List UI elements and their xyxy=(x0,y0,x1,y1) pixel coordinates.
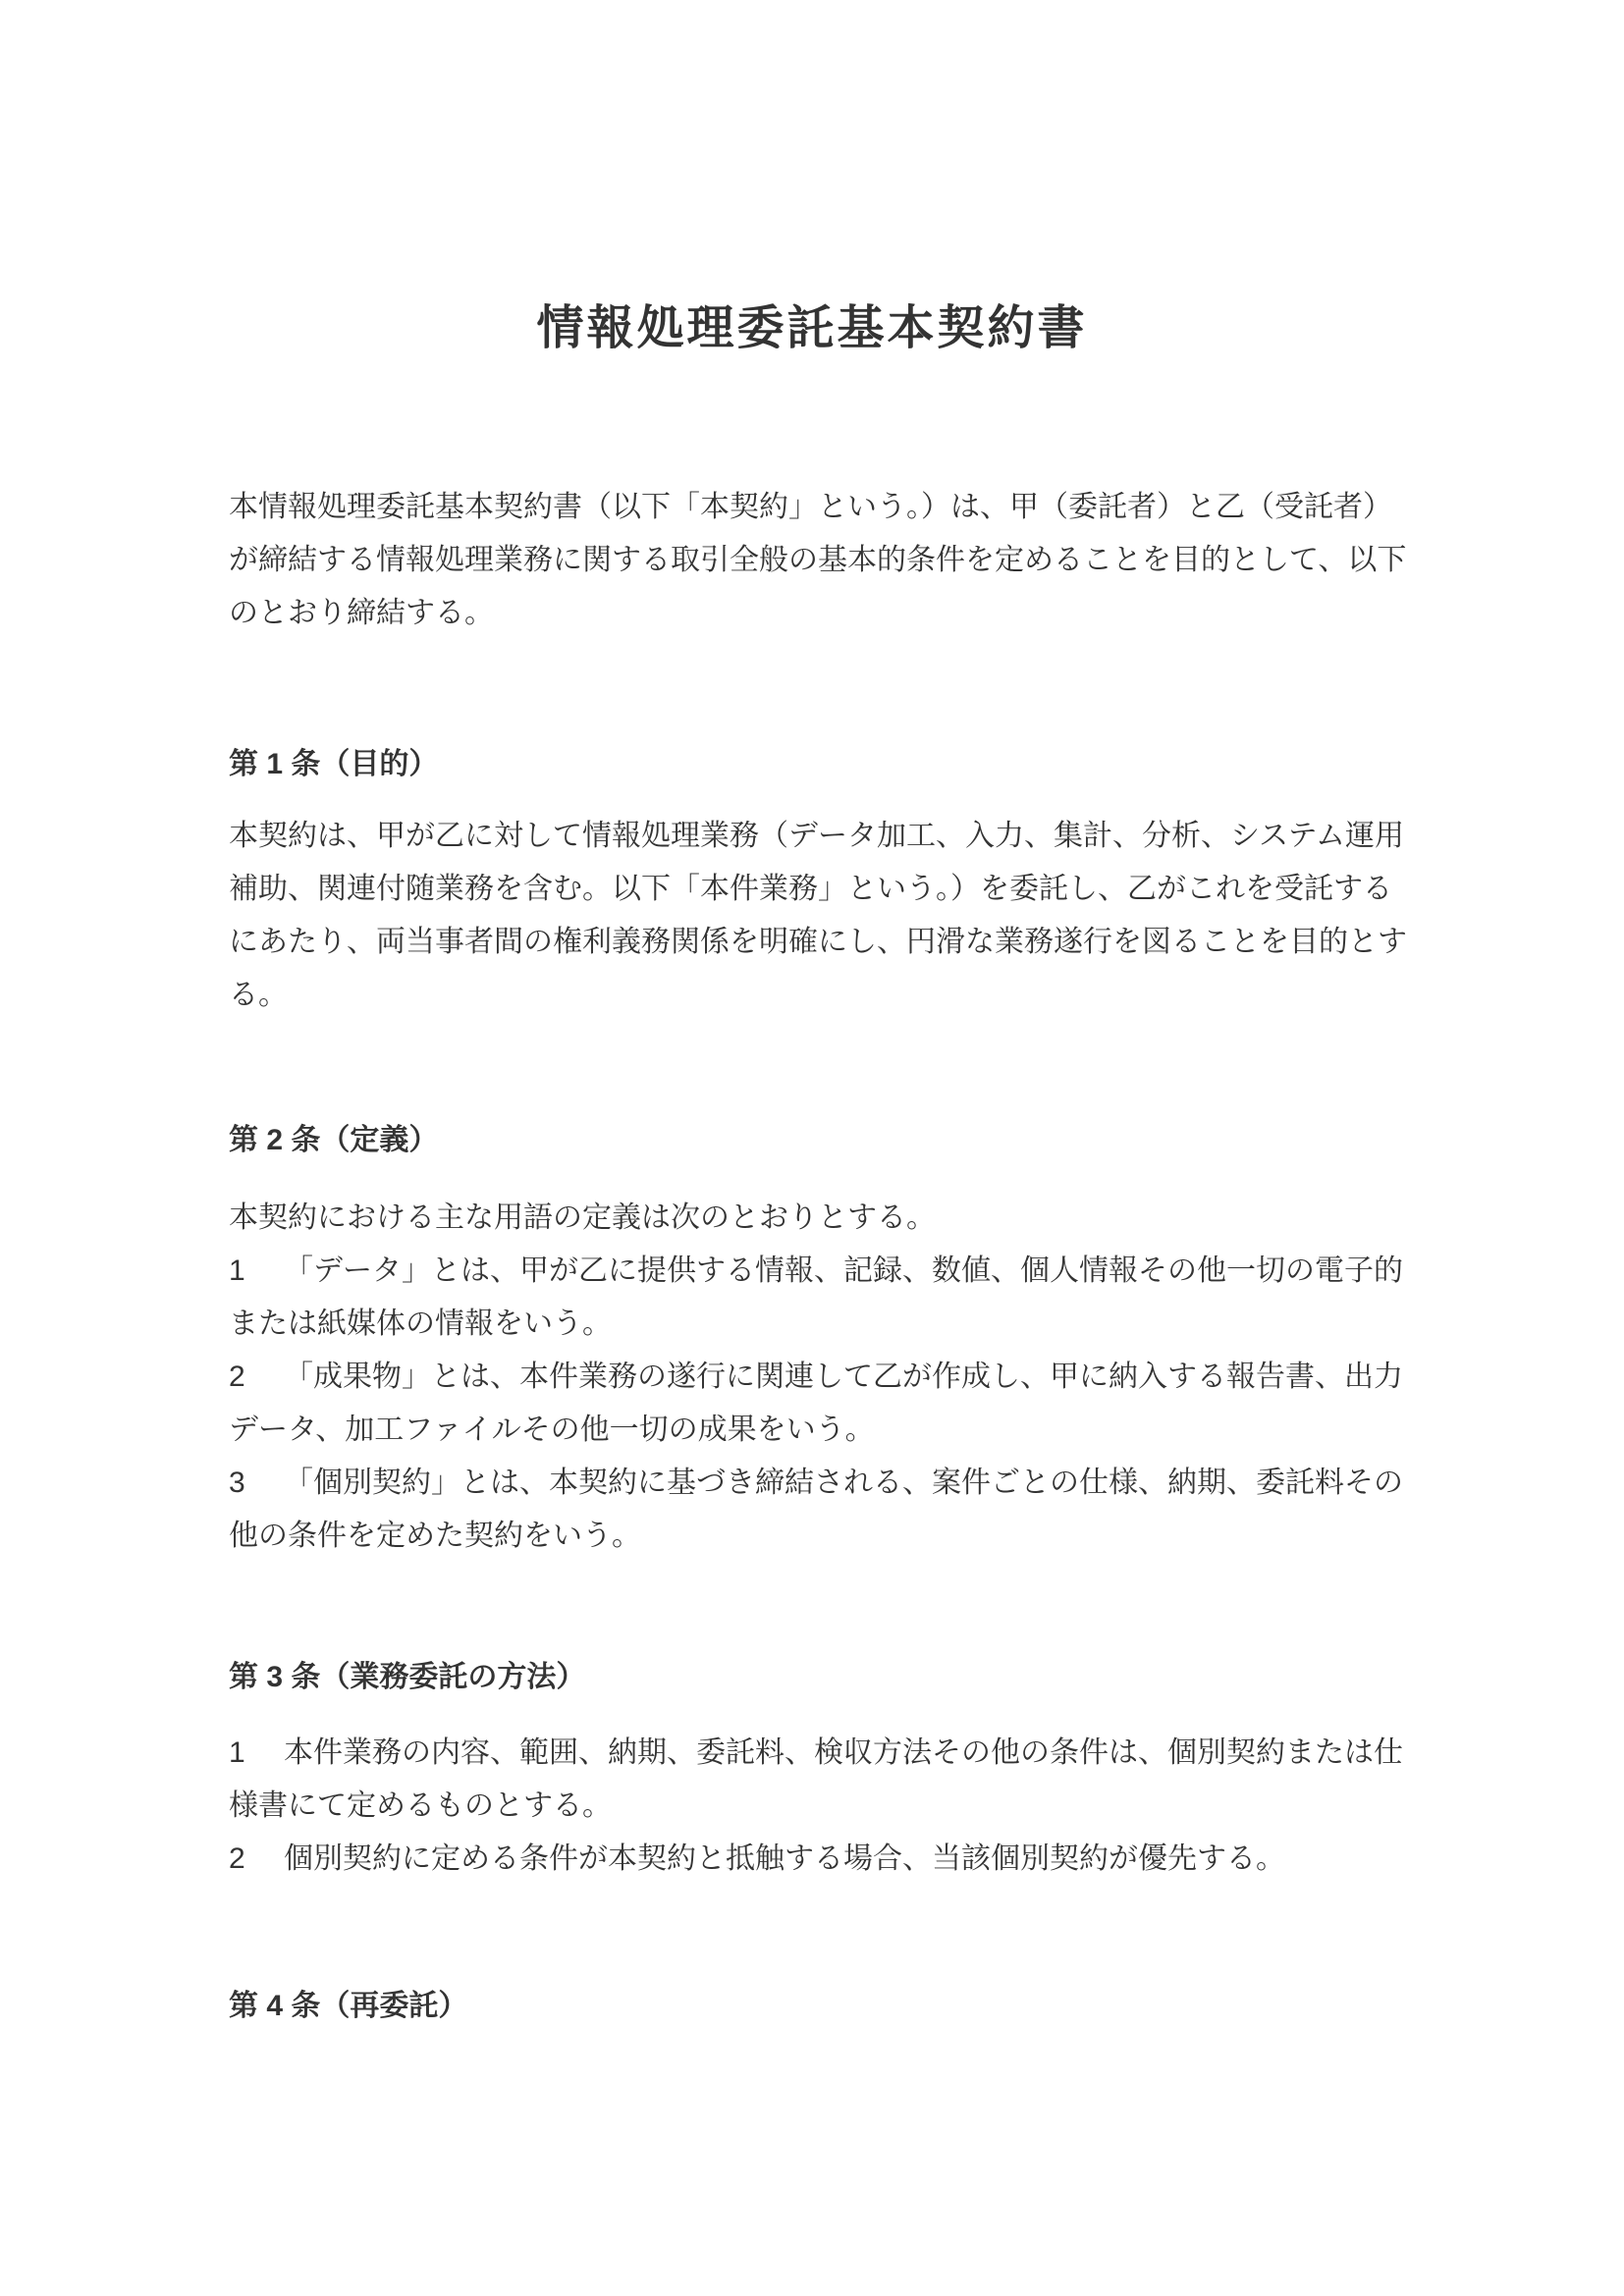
clause-line: 補助、関連付随業務を含む。以下「本件業務」という。）を委託し、乙がこれを受託する xyxy=(229,873,1392,905)
clause-line xyxy=(229,1833,1422,1886)
clause-line xyxy=(229,1245,1422,1298)
clause-number: 1 xyxy=(229,1255,245,1287)
document-title: 情報処理委託基本契約書 xyxy=(536,302,1088,354)
section-heading-article-2: 第 2 条（定義） xyxy=(229,1124,439,1156)
clause-number: 2 xyxy=(229,1842,245,1875)
clause-line: 本契約は、甲が乙に対して情報処理業務（データ加工、入力、集計、分析、システム運用 xyxy=(229,820,1404,852)
clause-number: 1 xyxy=(229,1736,245,1769)
article-1-body xyxy=(229,810,1422,1022)
intro-line: のとおり締結する。 xyxy=(229,597,494,629)
section-heading-article-4: 第 4 条（再委託） xyxy=(229,1990,468,2022)
clause-line xyxy=(229,1351,1422,1404)
intro-line: 本情報処理委託基本契約書（以下「本契約」という。）は、甲（委託者）と乙（受託者） xyxy=(229,491,1392,523)
clause-line xyxy=(229,1457,1422,1510)
intro-paragraph xyxy=(229,481,1422,640)
clause-text: 個別契約に定める条件が本契約と抵触する場合、当該個別契約が優先する。 xyxy=(284,1842,1285,1875)
clause-line: データ、加工ファイルその他一切の成果をいう。 xyxy=(229,1414,875,1446)
clause-number: 3 xyxy=(229,1467,245,1499)
section-heading-article-1: 第 1 条（目的） xyxy=(229,748,439,780)
clause-text: 「個別契約」とは、本契約に基づき締結される、案件ごとの仕様、納期、委託料その xyxy=(284,1467,1403,1499)
article-2-body xyxy=(229,1192,1422,1563)
clause-line: る。 xyxy=(229,979,288,1011)
clause-text: 「成果物」とは、本件業務の遂行に関連して乙が作成し、甲に納入する報告書、出力 xyxy=(284,1361,1403,1393)
clause-line xyxy=(229,1727,1422,1780)
clause-line: 本契約における主な用語の定義は次のとおりとする。 xyxy=(229,1201,936,1234)
article-3-body xyxy=(229,1727,1422,1886)
clause-line: 様書にて定めるものとする。 xyxy=(229,1789,612,1822)
clause-line: 他の条件を定めた契約をいう。 xyxy=(229,1520,641,1552)
clause-number: 2 xyxy=(229,1361,245,1393)
section-heading-article-3: 第 3 条（業務委託の方法） xyxy=(229,1661,586,1693)
clause-line: にあたり、両当事者間の権利義務関係を明確にし、円滑な業務遂行を図ることを目的とす xyxy=(229,926,1407,958)
clause-text: 本件業務の内容、範囲、納期、委託料、検収方法その他の条件は、個別契約または仕 xyxy=(284,1736,1403,1769)
intro-line: が締結する情報処理業務に関する取引全般の基本的条件を定めることを目的として、以下 xyxy=(229,544,1407,576)
clause-line: または紙媒体の情報をいう。 xyxy=(229,1308,612,1340)
clause-text: 「データ」とは、甲が乙に提供する情報、記録、数値、個人情報その他一切の電子的 xyxy=(284,1255,1403,1287)
